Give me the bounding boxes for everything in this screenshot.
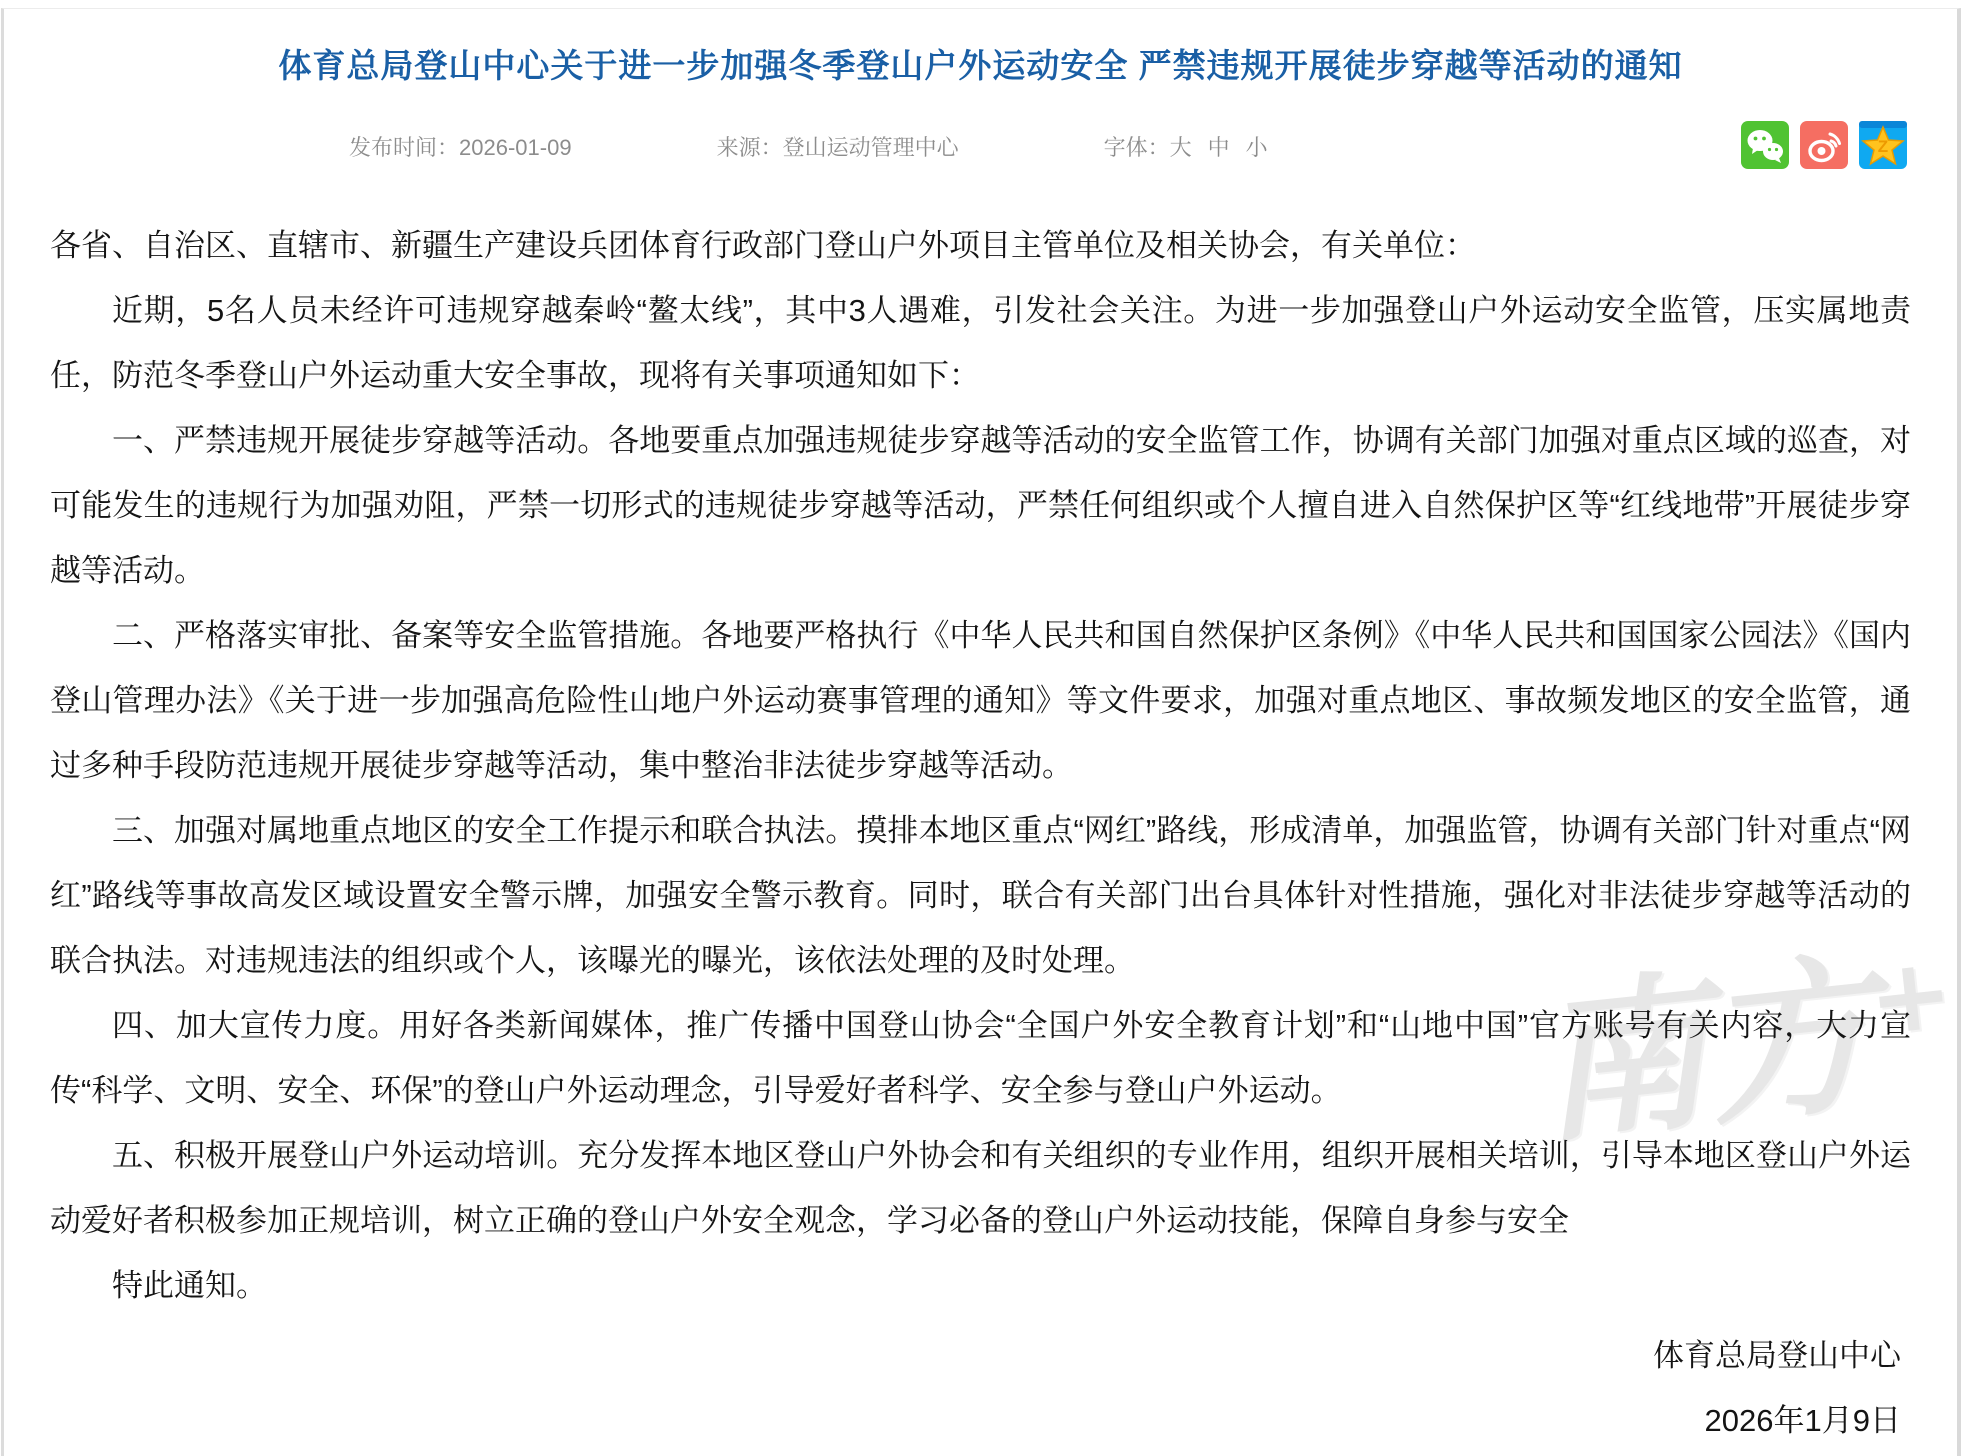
publish-time (349, 131, 572, 162)
font-size-label: 字体： (1103, 135, 1170, 160)
notice-paragraph-4: 四、加大宣传力度。用好各类新闻媒体，推广传播中国登山协会“全国户外安全教育计划”和“山地中国”官方账号有关内容，大力宣传“科学、文明、安全、环保”的登山户外运动理念，引导爱好者科学、安全参与登山户外运动。 (50, 1008, 1911, 1108)
source-label: 来源： (716, 135, 783, 160)
font-size-small-button[interactable]: 小 (1245, 135, 1268, 160)
font-size-control (1104, 131, 1268, 162)
watermark-text: 南方 (1527, 934, 1883, 1167)
watermark-plus: + (1862, 932, 1959, 1059)
page-title: 体育总局登山中心关于进一步加强冬季登山户外运动安全 严禁违规开展徒步穿越等活动的通知 (278, 47, 1683, 84)
qzone-icon (1859, 121, 1907, 169)
notice-paragraph-5: 五、积极开展登山户外运动培训。充分发挥本地区登山户外协会和有关组织的专业作用，组织开展相关培训，引导本地区登山户外运动爱好者积极参加正规培训，树立正确的登山户外安全观念，学习必备的登山户外运动技能，保障自身参与安全 (50, 1138, 1911, 1238)
share-buttons (1741, 121, 1907, 169)
notice-date: 2026年1月9日 (1704, 1403, 1901, 1438)
svg-text:Z: Z (1877, 137, 1889, 156)
weibo-share-button[interactable] (1800, 121, 1848, 169)
notice-salutation: 各省、自治区、直辖市、新疆生产建设兵团体育行政部门登山户外项目主管单位及相关协会，有关单位： (50, 228, 1476, 263)
publish-time-label: 发布时间： (349, 135, 460, 160)
source (717, 131, 959, 162)
publish-time-value: 2026-01-09 (459, 135, 572, 160)
notice-closing: 特此通知。 (112, 1268, 267, 1303)
meta-bar (4, 117, 1957, 173)
font-size-medium-button[interactable]: 中 (1207, 135, 1230, 160)
meta-items (349, 117, 1957, 162)
wechat-icon (1741, 121, 1789, 169)
notice-paragraph-1: 一、严禁违规开展徒步穿越等活动。各地要重点加强违规徒步穿越等活动的安全监管工作，协调有关部门加强对重点区域的巡查，对可能发生的违规行为加强劝阻，严禁一切形式的违规徒步穿越等活动，严禁任何组织或个人擅自进入自然保护区等“红线地带”开展徒步穿越等活动。 (50, 423, 1911, 588)
notice-paragraph-3: 三、加强对属地重点地区的安全工作提示和联合执法。摸排本地区重点“网红”路线，形成清单，加强监管，协调有关部门针对重点“网红”路线等事故高发区域设置安全警示牌，加强安全警示教育。同时，联合有关部门出台具体针对性措施，强化对非法徒步穿越等活动的联合执法。对违规违法的组织或个人，该曝光的曝光，该依法处理的及时处理。 (50, 813, 1911, 978)
qzone-share-button[interactable] (1859, 121, 1907, 169)
page-container (1, 8, 1961, 1456)
font-size-large-button[interactable]: 大 (1169, 135, 1192, 160)
notice-signature: 体育总局登山中心 (1653, 1338, 1901, 1373)
weibo-icon (1800, 121, 1848, 169)
notice-paragraph-2: 二、严格落实审批、备案等安全监管措施。各地要严格执行《中华人民共和国自然保护区条例》《中华人民共和国国家公园法》《国内登山管理办法》《关于进一步加强高危险性山地户外运动赛事管理的通知》等文件要求，加强对重点地区、事故频发地区的安全监管，通过多种手段防范违规开展徒步穿越等活动，集中整治非法徒步穿越等活动。 (50, 618, 1911, 783)
source-value: 登山运动管理中心 (782, 135, 959, 160)
notice-body (4, 213, 1957, 1453)
notice-paragraph-intro: 近期，5名人员未经许可违规穿越秦岭“鳌太线”，其中3人遇难，引发社会关注。为进一步加强登山户外运动安全监管，压实属地责任，防范冬季登山户外运动重大安全事故，现将有关事项通知如下： (50, 293, 1911, 393)
wechat-share-button[interactable] (1741, 121, 1789, 169)
